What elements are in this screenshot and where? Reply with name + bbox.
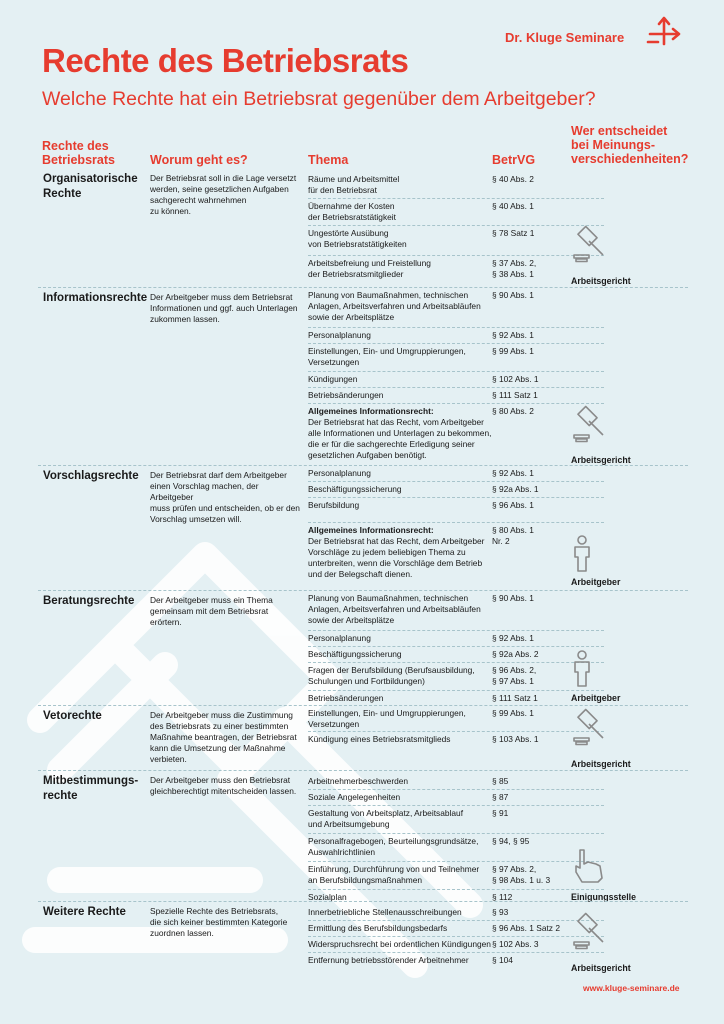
decider-label: Einigungsstelle: [571, 892, 637, 902]
decider-label: Arbeitsgericht: [571, 276, 631, 286]
law-reference: § 92 Abs. 1: [492, 330, 534, 340]
topic-text: Berufsbildung: [308, 500, 360, 510]
decider-label: Arbeitsgericht: [571, 455, 631, 465]
rights-description: Der Arbeitgeber muss den Betriebsrat gleichberechtigt mitentscheiden lassen.: [150, 775, 297, 796]
law-reference: § 96 Abs. 2, § 97 Abs. 1: [492, 665, 537, 686]
topic-text: [308, 406, 492, 461]
topic-text: Kündigungen: [308, 374, 358, 384]
law-reference: § 111 Satz 1: [492, 693, 538, 703]
law-reference: § 80 Abs. 2: [492, 406, 534, 416]
law-reference: § 111 Satz 1: [492, 390, 538, 400]
law-reference: § 87: [492, 792, 509, 802]
law-reference: § 92 Abs. 1: [492, 468, 534, 478]
law-reference: § 102 Abs. 3: [492, 939, 539, 949]
law-reference: § 99 Abs. 1: [492, 708, 534, 718]
decider-label: Arbeitgeber: [571, 693, 621, 703]
topic-text: Ermittlung des Berufsbildungsbedarfs: [308, 923, 448, 933]
row-divider: [308, 225, 604, 226]
gavel-icon: [572, 912, 608, 955]
header-rights: Rechte des Betriebsrats: [42, 139, 115, 167]
topic-text: Personalplanung: [308, 468, 371, 478]
section-divider: [38, 901, 688, 902]
gavel-icon: [572, 405, 608, 448]
rights-description: Der Betriebsrat soll in die Lage versetzt werden, seine gesetzlichen Aufgaben sachgerecht wahrnehmen zu können.: [150, 173, 297, 216]
rights-description: Der Arbeitgeber muss ein Thema gemeinsam mit dem Betriebsrat erörtern.: [150, 595, 273, 627]
row-divider: [308, 481, 604, 482]
row-divider: [308, 522, 604, 523]
topic-text: Planung von Baumaßnahmen, technischen Anlagen, Arbeitsverfahren und Arbeitsabläufen sowie der Arbeitsplätze: [308, 290, 481, 322]
row-divider: [308, 731, 604, 732]
row-divider: [308, 646, 604, 647]
law-reference: § 80 Abs. 1 Nr. 2: [492, 525, 534, 546]
brand-logo-icon: [644, 14, 684, 50]
pointing-hand-icon: [572, 848, 606, 889]
rights-category: Mitbestimmungs- rechte: [43, 775, 139, 802]
law-reference: § 78 Satz 1: [492, 228, 535, 238]
topic-text: Einstellungen, Ein- und Umgruppierungen, Versetzungen: [308, 346, 466, 367]
row-divider: [308, 789, 604, 790]
employer-person-icon: [571, 535, 593, 578]
page-subtitle: Welche Rechte hat ein Betriebsrat gegenüber dem Arbeitgeber?: [42, 88, 596, 110]
rights-category: Vetorechte: [43, 710, 102, 722]
row-divider: [308, 198, 604, 199]
row-divider: [308, 920, 604, 921]
rights-description: Der Arbeitgeber muss die Zustimmung des Betriebsrats zu einer bestimmten Maßnahme beantragen, der Betriebsrat kann die Umsetzung der Maßnahme verbieten.: [150, 710, 297, 764]
topic-detail: Der Betriebsrat hat das Recht, vom Arbeitgeber alle Informationen und Unterlagen zu bekommen, die er für die sachgerechte Erledigung seiner gesetzlichen Aufgaben benötigt.: [308, 417, 492, 460]
law-reference: § 104: [492, 955, 513, 965]
gavel-icon: [572, 708, 608, 751]
rights-category: Vorschlagsrechte: [43, 470, 139, 482]
law-reference: § 40 Abs. 2: [492, 174, 534, 184]
row-divider: [308, 387, 604, 388]
section-divider: [38, 770, 688, 771]
employer-person-icon: [571, 650, 593, 693]
topic-text: Innerbetriebliche Stellenausschreibungen: [308, 907, 462, 917]
topic-text: Personalplanung: [308, 330, 371, 340]
row-divider: [308, 889, 604, 890]
law-reference: § 90 Abs. 1: [492, 290, 534, 300]
rights-category: Informationsrechte: [43, 292, 148, 304]
rights-description: Der Arbeitgeber muss dem Betriebsrat Informationen und ggf. auch Unterlagen zukommen lassen.: [150, 292, 298, 324]
header-topic: Thema: [308, 153, 349, 167]
topic-text: Entfernung betriebsstörender Arbeitnehmer: [308, 955, 469, 965]
topic-text: Arbeitsbefreiung und Freistellung der Betriebsratsmitglieder: [308, 258, 431, 279]
header-law: BetrVG: [492, 153, 536, 167]
topic-text: Planung von Baumaßnahmen, technischen Anlagen, Arbeitsverfahren und Arbeitsabläufen sowie der Arbeitsplätze: [308, 593, 481, 625]
law-reference: § 94, § 95: [492, 836, 530, 846]
law-reference: § 93: [492, 907, 509, 917]
decider-label: Arbeitsgericht: [571, 963, 631, 973]
topic-text: Betriebsänderungen: [308, 390, 384, 400]
brand-name: Dr. Kluge Seminare: [505, 30, 625, 45]
law-reference: § 112: [492, 892, 513, 902]
topic-text: Betriebsänderungen: [308, 693, 384, 703]
law-reference: § 102 Abs. 1: [492, 374, 539, 384]
topic-text: Beschäftigungssicherung: [308, 484, 402, 494]
row-divider: [308, 861, 604, 862]
rights-category: Weitere Rechte: [43, 906, 126, 918]
header-about: Worum geht es?: [150, 153, 248, 167]
law-reference: § 97 Abs. 2, § 98 Abs. 1 u. 3: [492, 864, 551, 885]
row-divider: [308, 662, 604, 663]
row-divider: [308, 327, 604, 328]
row-divider: [308, 833, 604, 834]
topic-text: Personalplanung: [308, 633, 371, 643]
topic-text: Räume und Arbeitsmittel für den Betriebsrat: [308, 174, 400, 195]
topic-text: Beschäftigungssicherung: [308, 649, 402, 659]
law-reference: § 91: [492, 808, 509, 818]
law-reference: § 92 Abs. 1: [492, 633, 534, 643]
row-divider: [308, 403, 604, 404]
section-divider: [38, 590, 688, 591]
row-divider: [308, 936, 604, 937]
row-divider: [308, 371, 604, 372]
topic-text: Übernahme der Kosten der Betriebsratstätigkeit: [308, 201, 396, 222]
row-divider: [308, 630, 604, 631]
law-reference: § 99 Abs. 1: [492, 346, 534, 356]
law-reference: § 96 Abs. 1 Satz 2: [492, 923, 560, 933]
topic-text: Sozialplan: [308, 892, 347, 902]
footer-url[interactable]: www.kluge-seminare.de: [583, 983, 680, 993]
law-reference: § 92a Abs. 2: [492, 649, 539, 659]
row-divider: [308, 255, 604, 256]
law-reference: § 85: [492, 776, 509, 786]
row-divider: [308, 952, 604, 953]
law-reference: § 37 Abs. 2, § 38 Abs. 1: [492, 258, 537, 279]
rights-category: Beratungsrechte: [43, 595, 135, 607]
topic-text: Fragen der Berufsbildung (Berufsausbildung, Schulungen und Fortbildungen): [308, 665, 475, 686]
topic-text: Arbeitnehmerbeschwerden: [308, 776, 409, 786]
topic-text: Kündigung eines Betriebsratsmitglieds: [308, 734, 451, 744]
section-divider: [38, 705, 688, 706]
law-reference: § 103 Abs. 1: [492, 734, 539, 744]
topic-text: Einstellungen, Ein- und Umgruppierungen, Versetzungen: [308, 708, 466, 729]
decider-label: Arbeitsgericht: [571, 759, 631, 769]
rights-description: Der Betriebsrat darf dem Arbeitgeber einen Vorschlag machen, der Arbeitgeber muss prüfen und entscheiden, ob er den Vorschlag umsetzen will.: [150, 470, 300, 524]
topic-bold-lead: Allgemeines Informationsrecht:: [308, 525, 434, 535]
law-reference: § 90 Abs. 1: [492, 593, 534, 603]
row-divider: [308, 497, 604, 498]
gavel-icon: [572, 225, 608, 268]
topic-text: Einführung, Durchführung von und Teilnehmer an Berufsbildungsmaßnahmen: [308, 864, 480, 885]
law-reference: § 40 Abs. 1: [492, 201, 534, 211]
topic-text: [308, 525, 492, 580]
law-reference: § 96 Abs. 1: [492, 500, 534, 510]
row-divider: [308, 343, 604, 344]
topic-text: Gestaltung von Arbeitsplatz, Arbeitsablauf und Arbeitsumgebung: [308, 808, 464, 829]
decider-label: Arbeitgeber: [571, 577, 621, 587]
rights-category: Organisatorische Rechte: [43, 173, 138, 200]
law-reference: § 92a Abs. 1: [492, 484, 539, 494]
topic-text: Ungestörte Ausübung von Betriebsratstätigkeiten: [308, 228, 407, 249]
topic-text: Widerspruchsrecht bei ordentlichen Kündigungen: [308, 939, 491, 949]
topic-text: Soziale Angelegenheiten: [308, 792, 401, 802]
row-divider: [308, 805, 604, 806]
section-divider: [38, 287, 688, 288]
section-divider: [38, 465, 688, 466]
page-title: Rechte des Betriebsrats: [42, 42, 409, 79]
topic-text: Personalfragebogen, Beurteilungsgrundsätze, Auswahlrichtlinien: [308, 836, 479, 857]
topic-bold-lead: Allgemeines Informationsrecht:: [308, 406, 434, 416]
row-divider: [308, 690, 604, 691]
header-decider: Wer entscheidet bei Meinungs- verschiedenheiten?: [571, 124, 689, 166]
rights-description: Spezielle Rechte des Betriebsrats, die sich keiner bestimmten Kategorie zuordnen lassen.: [150, 906, 288, 938]
topic-detail: Der Betriebsrat hat das Recht, dem Arbeitgeber Vorschläge zu jedem beliebigen Thema zu unterbreiten, wenn die Vorschläge dem Betrieb und der Belegschaft dienen.: [308, 536, 485, 579]
